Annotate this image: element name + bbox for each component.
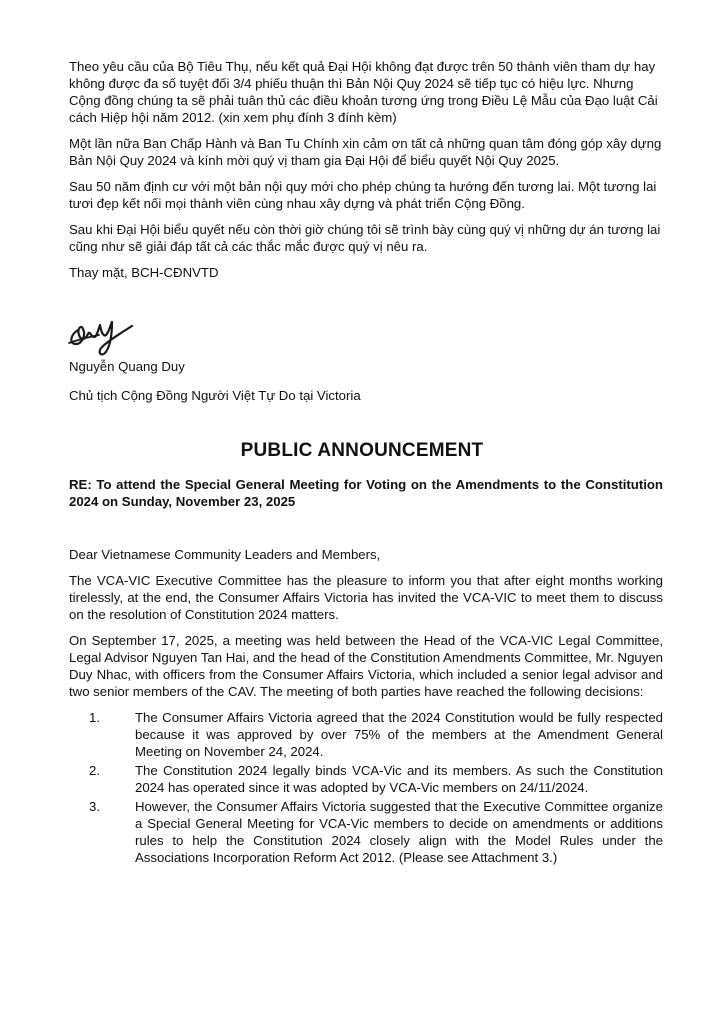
sign-off-line: Thay mặt, BCH-CĐNVTD [69,265,219,280]
announcement-title: PUBLIC ANNOUNCEMENT [240,440,484,461]
handwritten-signature [64,304,136,356]
list-item-text: The Consumer Affairs Victoria agreed that the 2024 Constitution would be fully respected because it was approved by over 75% of the members at the Amendment General Meeting on November 24, 2024. [135,710,663,759]
list-item-number: 2. [89,763,100,778]
signer-title: Chủ tịch Cộng Đồng Người Việt Tự Do tại Victoria [69,388,361,403]
vietnamese-section [69,58,663,290]
en-paragraph-2: On September 17, 2025, a meeting was held between the Head of the VCA-VIC Legal Committee, Legal Advisor Nguyen Tan Hai, and the head of the Constitution Amendments Committee, Mr. Nguyen Duy Nhac, with officers from the Consumer Affairs Victoria, which included a senior legal advisor and two senior members of the CAV. The meeting of both parties have reached the following decisions: [69,633,663,699]
vn-paragraph-2: Một lần nữa Ban Chấp Hành và Ban Tu Chính xin cảm ơn tất cả những quan tâm đóng góp xây dựng Bản Nội Quy 2024 và kính mời quý vị tham gia Đại Hội để biểu quyết Nội Quy 2025. [69,136,662,168]
english-section [69,546,663,868]
signer-name: Nguyễn Quang Duy [69,359,185,374]
list-item [69,762,663,796]
en-paragraph-1: The VCA-VIC Executive Committee has the pleasure to inform you that after eight months working tirelessly, at the end, the Consumer Affairs Victoria has invited the VCA-VIC to meet them to discuss on the resolution of Constitution 2024 matters. [69,573,663,622]
list-item-number: 3. [89,799,100,814]
list-item-text: The Constitution 2024 legally binds VCA-Vic and its members. As such the Constitution 2024 has operated since it was adopted by VCA-Vic members on 24/11/2024. [135,763,663,795]
list-item-number: 1. [89,710,100,725]
vn-paragraph-3: Sau 50 năm định cư với một bản nội quy mới cho phép chúng ta hướng đến tương lai. Một tương lai tươi đẹp kết nối mọi thành viên cùng nhau xây dựng và phát triển Cộng Đồng. [69,179,657,211]
list-item-text: However, the Consumer Affairs Victoria suggested that the Executive Committee organize a Special General Meeting for VCA-Vic members to decide on amendments or additions rules to help the Constitution 2024 closely align with the Model Rules under the Associations Incorporation Reform Act 2012. (Please see Attachment 3.) [135,799,663,865]
decisions-list [69,709,663,866]
vn-paragraph-1: Theo yêu cầu của Bộ Tiêu Thụ, nếu kết quả Đại Hội không đạt được trên 50 thành viên tham dự hay không được đa số tuyệt đối 3/4 phiếu thuận thì Bản Nội Quy 2024 sẽ tiếp tục có hiệu lực. Nhưng Cộng đồng chúng ta sẽ phải tuân thủ các điều khoản tương ứng trong Điều Lệ Mẫu của Đạo luật Cải cách Hiệp hội năm 2012. (xin xem phụ đính 3 đính kèm) [69,59,658,125]
list-item [69,709,663,760]
re-line: RE: To attend the Special General Meeting for Voting on the Amendments to the Constitution 2024 on Sunday, November 23, 2025 [69,477,663,509]
greeting: Dear Vietnamese Community Leaders and Members, [69,547,381,562]
list-item [69,798,663,866]
vn-paragraph-4: Sau khi Đại Hội biểu quyết nếu còn thời giờ chúng tôi sẽ trình bày cùng quý vị những dự án tương lai cũng như sẽ giải đáp tất cả các thắc mắc được quý vị nêu ra. [69,222,661,254]
